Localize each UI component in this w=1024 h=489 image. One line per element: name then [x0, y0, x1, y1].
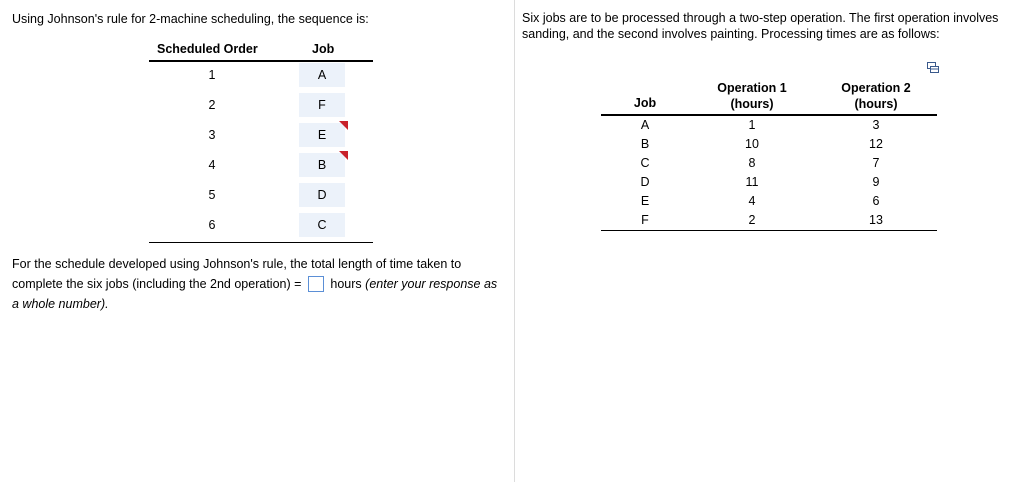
header-operation-2: Operation 2 (hours): [841, 81, 911, 111]
processing-row: [601, 154, 937, 173]
job-answer-cell[interactable]: [299, 153, 345, 177]
job-answer-cell[interactable]: [299, 93, 345, 117]
scheduled-order-number: 5: [208, 188, 216, 202]
operation-1-cell: 1: [748, 118, 756, 132]
schedule-table-bottom-rule: [149, 242, 373, 243]
question-unit: hours: [330, 277, 362, 291]
problem-statement: Six jobs are to be processed through a two-step operation. The first operation involves sanding, and the second involves painting. Processing times are as follows:: [522, 11, 999, 41]
header-scheduled-order: Scheduled Order: [157, 42, 258, 56]
operation-2-cell: 7: [872, 156, 880, 170]
job-answer-cell[interactable]: [299, 213, 345, 237]
scheduled-order-number: 2: [208, 98, 216, 112]
scheduled-order-number: 1: [208, 68, 216, 82]
processing-table-bottom-rule: [601, 230, 937, 231]
job-cell: F: [641, 213, 649, 227]
incorrect-flag-icon: [339, 151, 348, 160]
job-cell: B: [640, 137, 650, 151]
schedule-row: [149, 62, 373, 92]
processing-row: [601, 135, 937, 154]
job-answer-cell[interactable]: [299, 63, 345, 87]
question-text: For the schedule developed using Johnson's rule, the total length of time taken to complete the six jobs (including the 2nd operation) =: [12, 257, 462, 291]
job-cell: C: [640, 156, 650, 170]
header-operation-1: Operation 1 (hours): [717, 81, 787, 111]
scheduled-order-number: 6: [208, 218, 216, 232]
header-job: Job: [312, 42, 335, 56]
schedule-row: [149, 212, 373, 242]
operation-1-cell: 10: [745, 137, 759, 151]
job-answer-value: B: [317, 158, 327, 172]
schedule-row: [149, 92, 373, 122]
job-cell: D: [640, 175, 650, 189]
operation-1-cell: 8: [748, 156, 756, 170]
job-answer-value: E: [317, 128, 327, 142]
operation-2-cell: 12: [869, 137, 883, 151]
header-job: Job: [633, 96, 657, 110]
job-answer-cell[interactable]: [299, 123, 345, 147]
operation-1-cell: 2: [748, 213, 756, 227]
copy-to-spreadsheet-icon[interactable]: [927, 62, 939, 74]
job-answer-value: C: [317, 218, 327, 232]
question-instruction: (enter your response as a whole number).: [12, 277, 498, 311]
schedule-table: [149, 40, 373, 243]
scheduled-order-number: 4: [208, 158, 216, 172]
job-cell: A: [640, 118, 650, 132]
right-pane: [515, 0, 1024, 489]
job-cell: E: [640, 194, 650, 208]
incorrect-flag-icon: [339, 121, 348, 130]
operation-1-cell: 11: [745, 175, 759, 189]
schedule-row: [149, 152, 373, 182]
total-time-answer-input[interactable]: [308, 276, 324, 292]
job-answer-value: D: [317, 188, 327, 202]
processing-row: [601, 173, 937, 192]
job-answer-value: A: [317, 68, 327, 82]
processing-row: [601, 192, 937, 211]
processing-row: [601, 211, 937, 230]
operation-2-cell: 3: [872, 118, 880, 132]
operation-2-cell: 6: [872, 194, 880, 208]
operation-1-cell: 4: [748, 194, 756, 208]
job-answer-cell[interactable]: [299, 183, 345, 207]
schedule-row: [149, 182, 373, 212]
sequence-intro: Using Johnson's rule for 2-machine scheduling, the sequence is:: [12, 12, 369, 26]
processing-table-header: [601, 78, 937, 116]
operation-2-cell: 13: [869, 213, 883, 227]
scheduled-order-number: 3: [208, 128, 216, 142]
processing-times-table: [601, 78, 937, 231]
schedule-row: [149, 122, 373, 152]
processing-row: [601, 116, 937, 135]
schedule-table-header: [149, 40, 373, 62]
operation-2-cell: 9: [872, 175, 880, 189]
total-time-question: [12, 254, 507, 314]
job-answer-value: F: [318, 98, 326, 112]
